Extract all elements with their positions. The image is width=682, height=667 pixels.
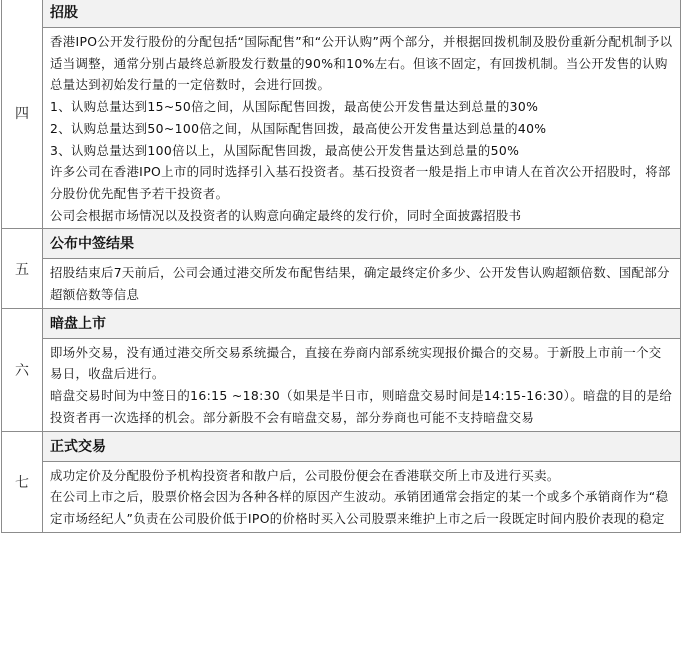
paragraph: 1、认购总量达到15~50倍之间，从国际配售回拨，最高使公开发售量达到总量的30% — [50, 99, 539, 115]
step-number: 六 — [2, 308, 43, 431]
step-description — [43, 259, 681, 308]
paragraph: 香港IPO公开发行股份的分配包括“国际配售”和“公开认购”两个部分，并根据回拨机制及股份重新分配机制予以适当调整，通常分别占最终总新股发行数量的90%和10%左右。但该不固定，有回拨机制。当公开发售的认购总量达到初始发行量的一定倍数时，会进行回拨。 — [50, 34, 673, 93]
step-title: 正式交易 — [43, 431, 681, 461]
paragraph: 公司会根据市场情况以及投资者的认购意向确定最终的发行价，同时全面披露招股书 — [50, 207, 522, 223]
step-title: 暗盘上市 — [43, 308, 681, 338]
table-row-step-4-body — [2, 28, 681, 229]
table-row-step-5-body — [2, 259, 681, 308]
paragraph: 在公司上市之后，股票价格会因为各种各样的原因产生波动。承销团通常会指定的某一个或多个承销商作为“稳定市场经纪人”负责在公司股价低于IPO的价格时买入公司股票来维护上市之后一段既定时间内股价表现的稳定 — [50, 489, 669, 526]
paragraph: 暗盘交易时间为中签日的16:15 ~18:30（如果是半日市，则暗盘交易时间是14:15-16:30）。暗盘的目的是给投资者再一次选择的机会。部分新股不会有暗盘交易，部分券商也可能不支持暗盘交易 — [50, 388, 673, 425]
ipo-process-table — [1, 0, 681, 533]
step-title: 公布中签结果 — [43, 229, 681, 259]
step-number: 五 — [2, 229, 43, 308]
paragraph: 招股结束后7天前后，公司会通过港交所发布配售结果，确定最终定价多少、公开发售认购超额倍数、国配部分超额倍数等信息 — [50, 265, 670, 303]
paragraph: 3、认购总量达到100倍以上，从国际配售回拨，最高使公开发售量达到总量的50% — [50, 142, 520, 158]
table-row-step-7-header — [2, 431, 681, 461]
table-row-step-7-body — [2, 461, 681, 532]
paragraph: 2、认购总量达到50~100倍之间，从国际配售回拨，最高使公开发售量达到总量的40% — [50, 120, 547, 136]
paragraph: 许多公司在香港IPO上市的同时选择引入基石投资者。基石投资者一般是指上市申请人在首次公开招股时，将部分股份优先配售予若干投资者。 — [50, 164, 671, 201]
step-description — [43, 28, 681, 229]
table-row-step-6-body — [2, 338, 681, 431]
table-row-step-5-header — [2, 229, 681, 259]
step-title: 招股 — [43, 0, 681, 28]
paragraph: 成功定价及分配股份予机构投资者和散户后，公司股份便会在香港联交所上市及进行买卖。 — [50, 467, 560, 483]
table-row-step-4-header — [2, 0, 681, 28]
table-row-step-6-header — [2, 308, 681, 338]
step-description — [43, 461, 681, 532]
step-description — [43, 338, 681, 431]
paragraph: 即场外交易，没有通过港交所交易系统撮合，直接在券商内部系统实现报价撮合的交易。于新股上市前一个交易日，收盘后进行。 — [50, 344, 662, 382]
step-number: 七 — [2, 431, 43, 532]
step-number: 四 — [2, 0, 43, 229]
